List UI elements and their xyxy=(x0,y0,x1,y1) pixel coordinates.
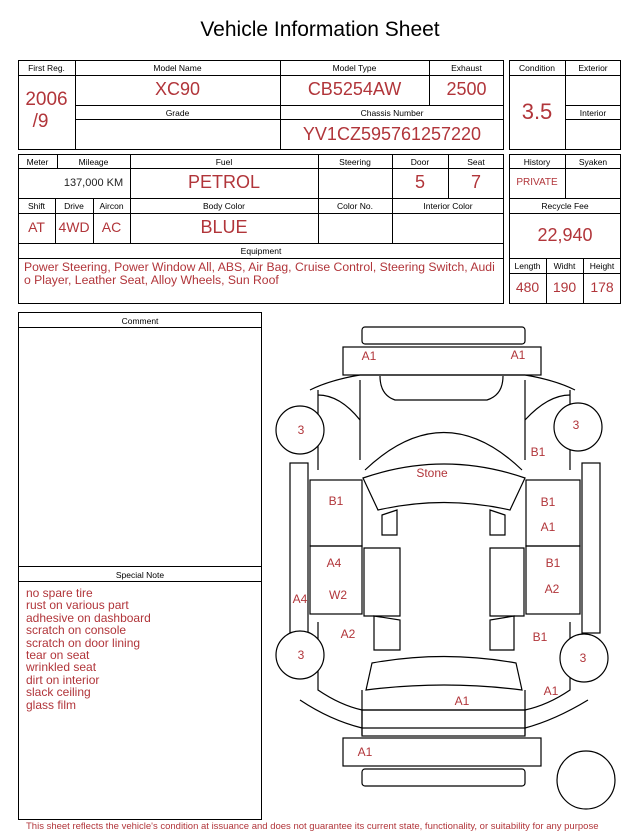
exterior-label: Exterior xyxy=(578,63,608,73)
exhaust-value: 2500 xyxy=(446,79,487,99)
seat-value: 7 xyxy=(470,172,481,192)
mark-tire-rr: 3 xyxy=(579,651,587,665)
mark-trunk: A1 xyxy=(454,694,470,708)
mark-left-rear-door-2: W2 xyxy=(329,588,347,602)
interior-color-label: Interior Color xyxy=(423,201,473,211)
mileage-value: 137,000 KM xyxy=(63,177,124,189)
sheet-title: Vehicle Information Sheet xyxy=(200,18,440,41)
drive-value: 4WD xyxy=(58,219,90,235)
mark-left-rocker: A4 xyxy=(292,592,308,606)
meter-label: Meter xyxy=(26,157,49,167)
mark-rear-bumper: A1 xyxy=(357,745,373,759)
chassis-number-label: Chassis Number xyxy=(360,108,424,118)
mileage-label: Mileage xyxy=(78,157,109,167)
special-note-label: Special Note xyxy=(115,570,165,580)
aircon-label: Aircon xyxy=(99,201,124,211)
model-type-value: CB5254AW xyxy=(307,79,402,99)
recycle-fee-value: 22,940 xyxy=(537,225,593,245)
list-item: scratch on console xyxy=(26,623,127,638)
equipment-value: Power Steering, Power Window All, ABS, Air Bag, Cruise Control, Steering Switch, Audio Player, Leather Seat, Alloy Wheels, Sun Roof xyxy=(24,260,495,287)
mark-left-front-door: B1 xyxy=(328,494,344,508)
list-item: rust on various part xyxy=(26,598,129,613)
mark-right-quarter: B1 xyxy=(532,630,548,644)
history-label: History xyxy=(523,157,551,167)
aircon-value: AC xyxy=(101,219,122,235)
color-no-label: Color No. xyxy=(337,201,373,211)
mark-front-left: A1 xyxy=(361,349,377,363)
body-color-value: BLUE xyxy=(200,217,248,237)
mark-fender-fr: B1 xyxy=(530,445,546,459)
height-label: Height xyxy=(589,261,615,271)
model-name-value: XC90 xyxy=(154,79,201,99)
length-label: Length xyxy=(514,261,541,271)
first-reg-label: First Reg. xyxy=(28,63,65,73)
exhaust-label: Exhaust xyxy=(451,63,482,73)
recycle-fee-label: Recycle Fee xyxy=(541,201,589,211)
list-item: dirt on interior xyxy=(26,672,100,687)
model-name-label: Model Name xyxy=(153,63,202,73)
mark-tire-fr: 3 xyxy=(572,418,580,432)
mark-tire-rl: 3 xyxy=(297,648,305,662)
door-value: 5 xyxy=(414,172,425,192)
mark-right-front-door-1: B1 xyxy=(540,495,556,509)
mark-hood: Stone xyxy=(416,466,448,480)
drive-label: Drive xyxy=(64,201,84,211)
list-item: wrinkled seat xyxy=(26,660,97,675)
mark-tire-fl: 3 xyxy=(297,423,305,437)
comment-label: Comment xyxy=(121,316,159,326)
special-notes-list xyxy=(26,587,151,711)
shift-value: AT xyxy=(28,219,45,235)
mark-rear-right: A1 xyxy=(543,684,559,698)
height-value: 178 xyxy=(590,279,614,295)
steering-label: Steering xyxy=(339,157,371,167)
mark-left-quarter: A2 xyxy=(340,627,356,641)
list-item: slack ceiling xyxy=(26,685,91,700)
mark-right-rear-door-1: B1 xyxy=(545,556,561,570)
spare-tire xyxy=(557,751,615,809)
list-item: no spare tire xyxy=(26,586,93,600)
fuel-value: PETROL xyxy=(187,172,261,192)
history-value: PRIVATE xyxy=(516,177,558,188)
mark-left-rear-door-1: A4 xyxy=(326,556,342,570)
grade-label: Grade xyxy=(165,108,190,118)
mark-front-right: A1 xyxy=(510,348,526,362)
length-value: 480 xyxy=(515,279,540,295)
shift-label: Shift xyxy=(27,201,45,211)
model-type-label: Model Type xyxy=(332,63,377,73)
first-reg-year: 2006 xyxy=(25,89,68,110)
list-item: tear on seat xyxy=(26,648,90,663)
disclaimer-footer: This sheet reflects the vehicle's condition at issuance and does not guarantee its current state, functionality, or suitability for any purpose xyxy=(26,821,599,832)
mark-right-rear-door-2: A2 xyxy=(544,582,560,596)
fuel-label: Fuel xyxy=(215,157,233,167)
list-item: scratch on door lining xyxy=(26,635,141,650)
chassis-number-value: YV1CZ595761257220 xyxy=(302,124,482,144)
syaken-label: Syaken xyxy=(578,157,608,167)
width-value: 190 xyxy=(552,279,577,295)
condition-label: Condition xyxy=(519,63,555,73)
first-reg-month: /9 xyxy=(32,111,49,132)
mark-right-front-door-2: A1 xyxy=(540,520,556,534)
list-item: adhesive on dashboard xyxy=(26,610,151,625)
door-label: Door xyxy=(410,157,430,167)
interior-label: Interior xyxy=(579,108,607,118)
list-item: glass film xyxy=(26,697,77,712)
equipment-label: Equipment xyxy=(240,246,282,256)
seat-label: Seat xyxy=(467,157,485,167)
car-damage-diagram xyxy=(268,318,632,820)
condition-value: 3.5 xyxy=(521,99,553,124)
width-label: Widht xyxy=(553,261,576,271)
body-color-label: Body Color xyxy=(202,201,246,211)
